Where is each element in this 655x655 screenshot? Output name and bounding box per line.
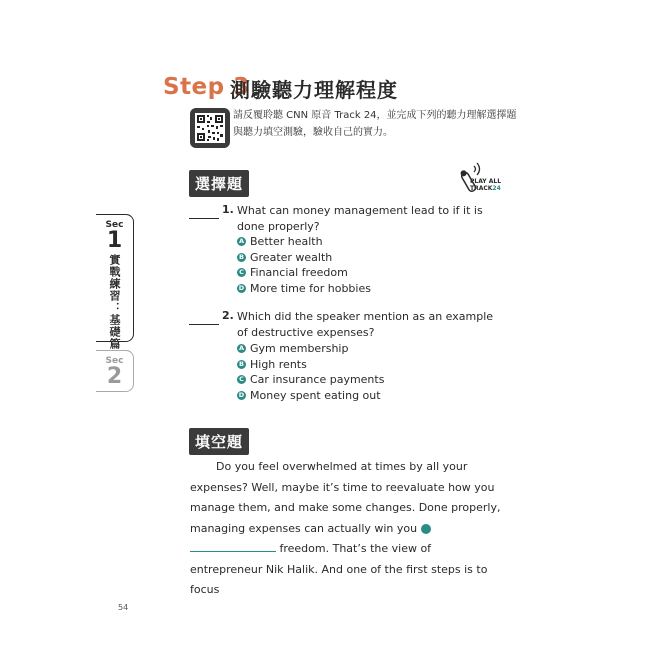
option-badge: D: [238, 283, 245, 292]
option-b[interactable]: [237, 250, 371, 266]
play-all-label: [470, 178, 510, 192]
passage-part-2: freedom. That’s the view of entrepreneur Nik Halik. And one of the first steps is to focus: [190, 542, 488, 596]
tab-sec-title: 實戰練習：基礎篇: [108, 254, 121, 350]
option-c[interactable]: [237, 265, 371, 281]
option-badge: D: [238, 390, 245, 399]
tab-sec-label: Sec: [105, 220, 124, 230]
option-badge: A: [238, 237, 245, 246]
option-c[interactable]: [237, 372, 384, 388]
option-a[interactable]: [237, 341, 384, 357]
option-text: More time for hobbies: [250, 281, 371, 295]
question-number: 1.: [222, 203, 234, 216]
question-text: What can money management lead to if it is done properly?: [237, 204, 483, 233]
answer-blank-1[interactable]: [189, 218, 219, 219]
play-all-track: TRACK: [470, 185, 493, 192]
question-number: 2.: [222, 309, 234, 322]
fill-in-passage: [190, 457, 505, 601]
option-badge: C: [237, 375, 246, 384]
option-text: Gym membership: [250, 342, 349, 355]
option-text: Better health: [250, 235, 323, 248]
step-label: Step 3: [163, 74, 250, 100]
blank-number-badge: 1: [421, 524, 431, 534]
page-number: 54: [118, 603, 129, 612]
fill-blank-1[interactable]: [190, 539, 276, 552]
option-a[interactable]: [237, 234, 371, 250]
option-text: Greater wealth: [250, 250, 333, 264]
option-text: Car insurance payments: [250, 373, 385, 386]
options-list: [237, 234, 371, 296]
option-d[interactable]: [237, 388, 384, 404]
play-all-line1: PLAY ALL: [470, 178, 502, 185]
tab-sec-number: 1: [106, 228, 123, 253]
option-b[interactable]: [237, 357, 384, 373]
section-tab-2[interactable]: [96, 350, 134, 392]
option-badge: C: [237, 268, 246, 277]
option-badge: A: [238, 344, 245, 353]
option-text: High rents: [250, 357, 307, 371]
play-all-track-num: 24: [492, 185, 501, 192]
play-all-line2: [470, 185, 510, 192]
intro-text: 請反覆聆聽 CNN 原音 Track 24，並完成下列的聽力理解選擇題與聽力填空測驗，驗收自己的實力。: [233, 110, 517, 138]
option-badge: B: [237, 253, 246, 262]
option-text: Money spent eating out: [250, 388, 381, 402]
option-badge: B: [237, 360, 246, 369]
qr-code[interactable]: [190, 108, 230, 148]
section-tab-1[interactable]: [96, 214, 134, 350]
step-title: 測驗聽力理解程度: [230, 78, 398, 102]
tab-sec-number: 2: [106, 364, 123, 389]
multiple-choice-tag: 選擇題: [189, 170, 249, 197]
option-d[interactable]: [237, 281, 371, 297]
option-text: Financial freedom: [250, 266, 348, 279]
options-list: [237, 341, 384, 403]
fill-in-tag: 填空題: [189, 428, 249, 455]
question-text: Which did the speaker mention as an example of destructive expenses?: [237, 310, 494, 339]
tab-sec-label: Sec: [105, 356, 124, 366]
answer-blank-2[interactable]: [189, 324, 219, 325]
passage-part-1: Do you feel overwhelmed at times by all your expenses? Well, maybe it’s time to reevaluate how you manage them, and make some changes. Done properly, managing expenses can actually win you: [190, 460, 501, 535]
